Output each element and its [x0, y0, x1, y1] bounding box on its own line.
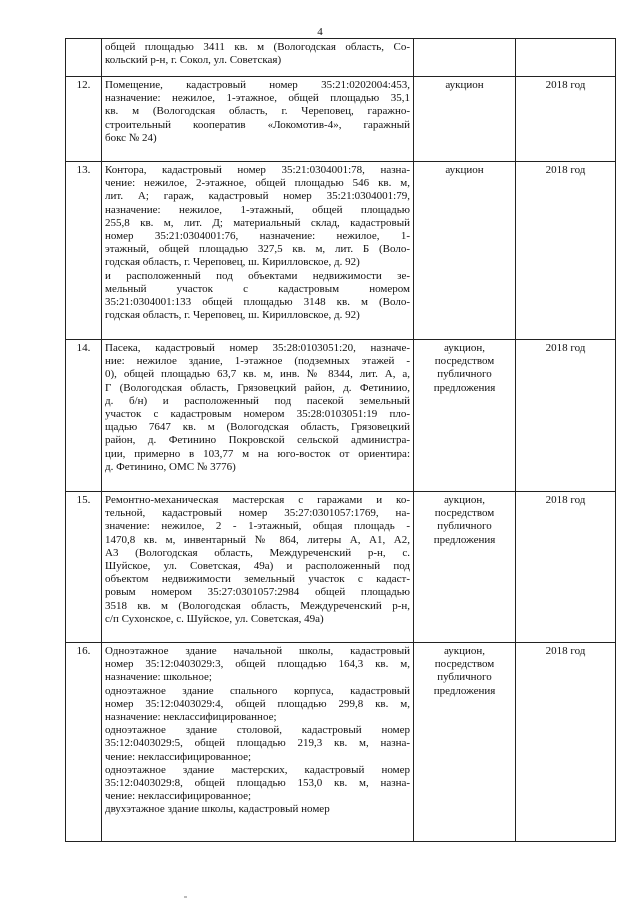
sale-method [414, 77, 516, 162]
description-line: кольский р-н, г. Сокол, ул. Советская) [105, 54, 282, 67]
description-line: двухэтажное здание школы, кадастровый номер [105, 803, 330, 816]
sale-method-line: аукцион, [443, 342, 486, 354]
description-line: А3 (Вологодская область, Междуреченский р-н, с. [105, 546, 410, 559]
sale-method [414, 340, 516, 492]
sale-method-line: предложения [433, 533, 496, 546]
description-line: д. б/н) и расположенный под пасекой земельный [105, 394, 410, 407]
description-line: этажный, общей площадью 327,5 кв. м, лит. Б (Воло- [105, 243, 410, 256]
page-number: 4 [317, 26, 323, 38]
object-description [102, 643, 414, 842]
description-line: лит. А; гараж, кадастровый номер 35:21:0304001:79, [105, 190, 410, 203]
sale-method-line: предложения [433, 684, 496, 697]
description-line: Пасека, кадастровый номер 35:28:0103051:20, назначе- [105, 342, 410, 354]
description-line: Одноэтажное здание начальной школы, кадастровый [105, 645, 410, 657]
object-description [102, 39, 414, 77]
sale-method-line: посредством [434, 658, 495, 671]
description-line: мельный участок с кадастровым номером [105, 282, 410, 295]
description-line: и расположенный под объектами недвижимости зе- [105, 269, 410, 282]
description-line: щадью 7647 кв. м (Вологодская область, Грязовецкий [105, 421, 410, 434]
sale-method-line: аукцион, [443, 494, 486, 506]
description-line: Г (Вологодская область, Грязовецкий район, д. Фетиниио, [105, 381, 410, 394]
row-number: 16. [66, 643, 102, 842]
sale-method [414, 39, 516, 77]
sale-method-line: предложения [433, 381, 496, 394]
table-row [66, 340, 616, 492]
description-line: тельной, кадастровый номер 35:27:0301057:1769, на- [105, 507, 410, 520]
description-line: номер 35:12:0403029:3, общей площадью 164,3 кв. м, [105, 658, 410, 671]
table-row [66, 77, 616, 162]
object-description [102, 77, 414, 162]
description-line: чение: нежилое, 2-этажное, общей площадью 546 кв. м, [105, 177, 410, 190]
description-line: 255,8 кв. м, лит. Д; материальный склад, кадастровый [105, 216, 410, 229]
description-line: общей площадью 3411 кв. м (Вологодская область, Со- [105, 41, 410, 53]
description-line: 1470,8 кв. м, инвентарный № 864, литеры А, А1, А2, [105, 533, 410, 546]
sale-method-line: публичного [437, 368, 492, 381]
description-line: ровым номером 35:27:0301057:2984 общей площадью [105, 586, 410, 599]
sale-method-line: посредством [434, 507, 495, 520]
description-line: 3518 кв. м (Вологодская область, Междуреченский р-н, [105, 599, 410, 612]
description-line: 35:12:0403029:8, общей площадью 153,0 кв. м, назна- [105, 777, 410, 790]
description-line: Контора, кадастровый номер 35:21:0304001:78, назна- [105, 164, 410, 176]
description-line: назначение: школьное; [105, 671, 212, 684]
description-line: д. Фетинино, ОМС № 3776) [105, 460, 236, 473]
table-row [66, 39, 616, 77]
description-line: Ремонтно-механическая мастерская с гаражами и ко- [105, 494, 410, 506]
sale-method-line: аукцион [445, 164, 484, 176]
sale-method-line: аукцион, [443, 645, 486, 657]
sale-method-line: посредством [434, 355, 495, 368]
planned-year: 2018 год [516, 77, 616, 162]
description-line: ние: нежилое здание, 1-этажное (подземных этажей - [105, 355, 410, 368]
description-line: значение: нежилое, 2 - 1-этажный, общая площадь - [105, 520, 410, 533]
description-line: 0), общей площадью 63,7 кв. м, инв. № 8344, лит. А, а, [105, 368, 410, 381]
description-line: одноэтажное здание столовой, кадастровый номер [105, 724, 410, 737]
sale-method [414, 643, 516, 842]
description-line: с/п Сухонское, с. Шуйское, ул. Советская, 49а) [105, 612, 324, 625]
sale-method-line: публичного [437, 520, 492, 533]
sale-method-line: публичного [437, 671, 492, 684]
description-line: Шуйское, ул. Советская, 49а) и расположенный под [105, 560, 410, 573]
description-line: строительный кооператив «Локомотив-4», гаражный [105, 118, 410, 131]
property-table [65, 38, 616, 842]
description-line: 35:21:0304001:133 общей площадью 3148 кв. м (Воло- [105, 296, 410, 309]
description-line: назначение: неклассифицированное; [105, 711, 277, 724]
row-number: 14. [66, 340, 102, 492]
table-row [66, 643, 616, 842]
description-line: район, д. Фетинино Покровской сельской администра- [105, 434, 410, 447]
row-number: 12. [66, 77, 102, 162]
planned-year [516, 39, 616, 77]
description-line: чение: неклассифицированное; [105, 790, 252, 803]
description-line: номер 35:12:0403029:4, общей площадью 299,8 кв. м, [105, 697, 410, 710]
description-line: одноэтажное здание мастерских, кадастровый номер [105, 763, 410, 776]
description-line: участок с кадастровым номером 35:28:0103051:19 пло- [105, 408, 410, 421]
sale-method [414, 492, 516, 643]
object-description [102, 340, 414, 492]
sale-method-line: аукцион [445, 79, 484, 91]
sale-method [414, 162, 516, 340]
object-description [102, 492, 414, 643]
description-line: номер 35:21:0304001:76, назначение: нежилое, 1- [105, 230, 410, 243]
description-line: назначение: нежилое, 1-этажный, общей площадью [105, 203, 410, 216]
description-line: назначение: нежилое, 1-этажное, общей площадью 35,1 [105, 92, 410, 105]
description-line: годская область, г. Череповец, ш. Кирилловское, д. 92) [105, 309, 360, 322]
row-number: 13. [66, 162, 102, 340]
description-line: годская область, г. Череповец, ш. Кирилловское, д. 92) [105, 256, 360, 269]
planned-year: 2018 год [516, 492, 616, 643]
table-row [66, 162, 616, 340]
planned-year: 2018 год [516, 340, 616, 492]
description-line: объектом недвижимости земельный участок с кадаст- [105, 573, 410, 586]
description-line: бокс № 24) [105, 131, 157, 144]
object-description [102, 162, 414, 340]
row-number: 15. [66, 492, 102, 643]
description-line: кв. м (Вологодская область, г. Череповец, гаражно- [105, 105, 410, 118]
table-row [66, 492, 616, 643]
description-line: ции, примерно в 103,77 м на юго-восток от ориентира: [105, 447, 410, 460]
description-line: чение: неклассифицированное; [105, 750, 252, 763]
scan-artifact [184, 896, 187, 898]
description-line: одноэтажное здание спального корпуса, кадастровый [105, 684, 410, 697]
description-line: 35:12:0403029:5, общей площадью 219,3 кв. м, назна- [105, 737, 410, 750]
planned-year: 2018 год [516, 643, 616, 842]
planned-year: 2018 год [516, 162, 616, 340]
description-line: Помещение, кадастровый номер 35:21:0202004:453, [105, 79, 410, 91]
row-number [66, 39, 102, 77]
